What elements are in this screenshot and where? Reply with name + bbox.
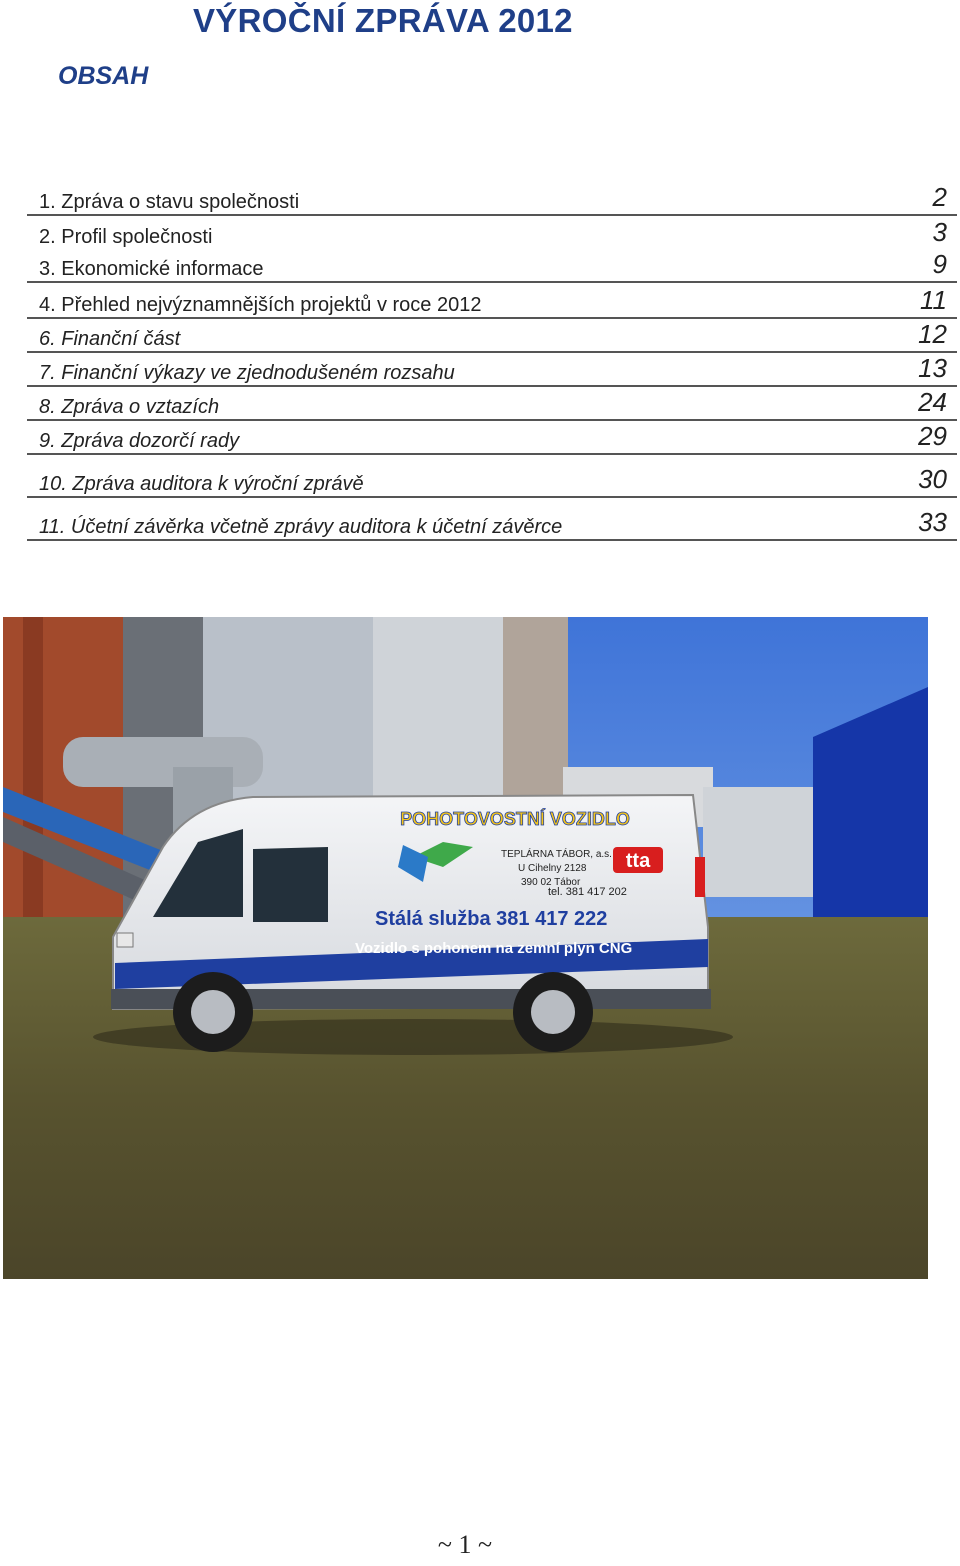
service-line-text: Stálá služba 381 417 222 [375, 908, 608, 930]
toc-page: 11 [920, 285, 947, 315]
toc-label: 6. Finanční část [39, 328, 181, 350]
address-line-1-text: U Cihelny 2128 [518, 863, 587, 874]
toc-row[interactable] [27, 421, 957, 455]
toc-row[interactable] [27, 216, 957, 249]
toc-row[interactable] [27, 455, 957, 498]
toc-row[interactable] [27, 283, 957, 319]
toc-page: 13 [918, 353, 947, 383]
toc-row[interactable] [27, 353, 957, 387]
toc-label: 3. Ekonomické informace [39, 258, 264, 280]
table-of-contents [27, 180, 957, 541]
address-line-2-text: 390 02 Tábor [521, 877, 581, 888]
phone-text: tel. 381 417 202 [548, 886, 627, 898]
toc-page: 9 [932, 249, 947, 279]
van-illustration [3, 617, 928, 1279]
contents-heading: OBSAH [58, 62, 149, 90]
toc-label: 11. Účetní závěrka včetně zprávy auditora k účetní závěrce [39, 516, 563, 538]
toc-page: 12 [918, 319, 947, 349]
company-name-text: TEPLÁRNA TÁBOR, a.s. [501, 849, 612, 860]
toc-label: 7. Finanční výkazy ve zjednodušeném rozsahu [39, 362, 455, 384]
toc-label: 1. Zpráva o stavu společnosti [39, 191, 300, 213]
cng-line-text: Vozidlo s pohonem na zemní plyn CNG [355, 940, 633, 957]
toc-label: 8. Zpráva o vztazích [39, 396, 220, 418]
toc-label: 2. Profil společnosti [39, 226, 213, 248]
toc-page: 2 [932, 182, 947, 212]
toc-label: 9. Zpráva dozorčí rady [39, 430, 240, 452]
cover-photo [3, 617, 928, 1279]
toc-page: 24 [918, 387, 947, 417]
report-title: VÝROČNÍ ZPRÁVA 2012 [193, 2, 573, 39]
toc-page: 3 [932, 217, 947, 247]
toc-label: 4. Přehled nejvýznamnějších projektů v roce 2012 [39, 294, 482, 316]
toc-page: 33 [918, 507, 947, 537]
page-number: ~ 1 ~ [437, 1530, 493, 1559]
toc-row[interactable] [27, 249, 957, 283]
toc-page: 29 [918, 421, 947, 451]
toc-row[interactable] [27, 319, 957, 353]
toc-row[interactable] [27, 498, 957, 541]
van-banner-text: POHOTOVOSTNÍ VOZIDLO [400, 809, 630, 829]
toc-page: 30 [918, 464, 947, 494]
toc-label: 10. Zpráva auditora k výroční zprávě [39, 473, 364, 495]
toc-row[interactable] [27, 387, 957, 421]
toc-row[interactable] [27, 180, 957, 216]
tta-logo-text: tta [625, 850, 651, 872]
